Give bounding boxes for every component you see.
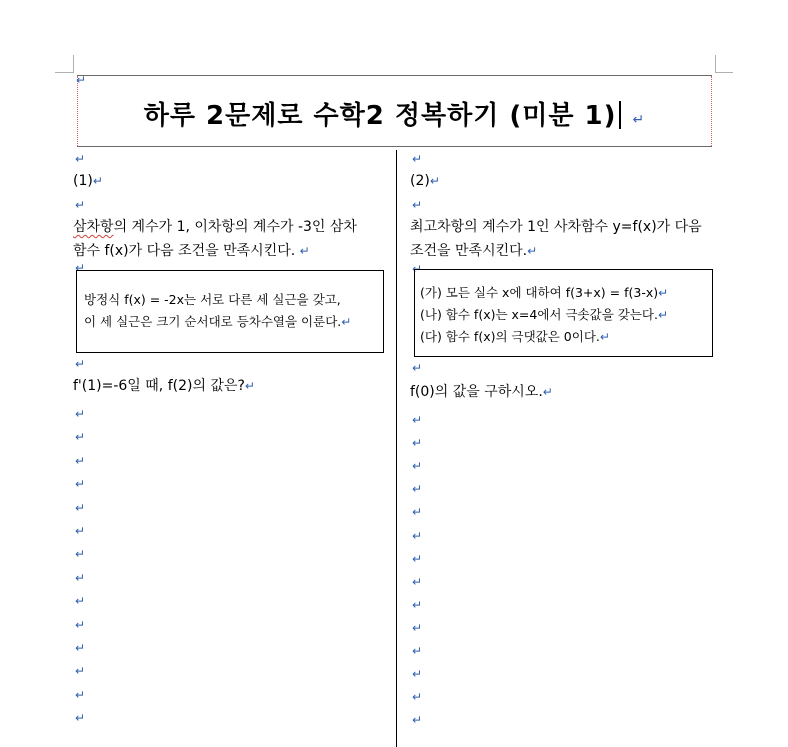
condition-box (76, 270, 384, 353)
header-box (77, 75, 712, 147)
problem-1-question: f'(1)=-6일 때, f(2)의 값은?↵ (73, 378, 255, 394)
paragraph-mark: ↵ (412, 413, 423, 427)
paragraph-mark: ↵ (412, 198, 423, 212)
paragraph-mark: ↵ (75, 430, 86, 444)
paragraph-mark: ↵ (412, 667, 423, 681)
problem-2-stem: 최고차항의 계수가 1인 사차함수 y=f(x)가 다음 (410, 219, 702, 235)
condition-text: (다) 함수 f(x)의 극댓값은 0이다.↵ (420, 329, 610, 344)
paragraph-mark: ↵ (75, 524, 86, 538)
paragraph-mark: ↵ (76, 73, 87, 87)
paragraph-mark: ↵ (75, 711, 86, 725)
paragraph-mark: ↵ (75, 571, 86, 585)
paragraph-mark: ↵ (412, 690, 423, 704)
problem-2-label: (2)↵ (410, 173, 440, 189)
paragraph-mark: ↵ (75, 357, 86, 371)
paragraph-mark: ↵ (75, 664, 86, 678)
condition-text: 방정식 f(x) = -2x는 서로 다른 세 실근을 갖고, (84, 292, 341, 307)
problem-2-stem: 조건을 만족시킨다.↵ (410, 243, 538, 259)
condition-text: (나) 함수 f(x)는 x=4에서 극솟값을 갖는다.↵ (420, 307, 669, 322)
crop-mark (55, 72, 73, 73)
problem-2-question: f(0)의 값을 구하시오.↵ (410, 384, 553, 400)
paragraph-mark: ↵ (75, 688, 86, 702)
paragraph-mark: ↵ (412, 621, 423, 635)
paragraph-mark: ↵ (75, 454, 86, 468)
problem-1-stem: 함수 f(x)가 다음 조건을 만족시킨다. ↵ (73, 243, 310, 259)
paragraph-mark: ↵ (412, 459, 423, 473)
condition-text: 이 세 실근은 크기 순서대로 등차수열을 이룬다.↵ (84, 314, 352, 329)
paragraph-mark: ↵ (412, 361, 423, 375)
column-divider (396, 150, 397, 747)
paragraph-mark: ↵ (412, 598, 423, 612)
paragraph-mark: ↵ (75, 477, 86, 491)
paragraph-mark: ↵ (412, 152, 423, 166)
paragraph-mark: ↵ (412, 505, 423, 519)
paragraph-mark: ↵ (75, 501, 86, 515)
paragraph-mark: ↵ (75, 198, 86, 212)
paragraph-mark: ↵ (75, 594, 86, 608)
paragraph-mark: ↵ (412, 575, 423, 589)
paragraph-mark: ↵ (412, 482, 423, 496)
page-title[interactable]: 하루 2문제로 수학2 정복하기 (미분 1) ↵ (143, 101, 646, 131)
paragraph-mark: ↵ (412, 262, 423, 276)
paragraph-mark: ↵ (412, 552, 423, 566)
crop-mark (715, 55, 716, 73)
paragraph-mark: ↵ (75, 407, 86, 421)
crop-mark (715, 72, 733, 73)
paragraph-mark: ↵ (412, 529, 423, 543)
crop-mark (73, 55, 74, 73)
paragraph-mark: ↵ (412, 644, 423, 658)
paragraph-mark: ↵ (75, 261, 86, 275)
text-cursor (619, 101, 621, 129)
problem-1-stem: 삼차항의 계수가 1, 이차항의 계수가 -3인 삼차 (73, 219, 357, 235)
problem-1-label: (1)↵ (73, 173, 103, 189)
paragraph-mark: ↵ (75, 152, 86, 166)
paragraph-mark: ↵ (412, 713, 423, 727)
paragraph-mark: ↵ (75, 641, 86, 655)
paragraph-mark: ↵ (412, 436, 423, 450)
paragraph-mark: ↵ (75, 618, 86, 632)
condition-text: (가) 모든 실수 x에 대하여 f(3+x) = f(3-x)↵ (420, 285, 669, 300)
paragraph-mark: ↵ (75, 547, 86, 561)
